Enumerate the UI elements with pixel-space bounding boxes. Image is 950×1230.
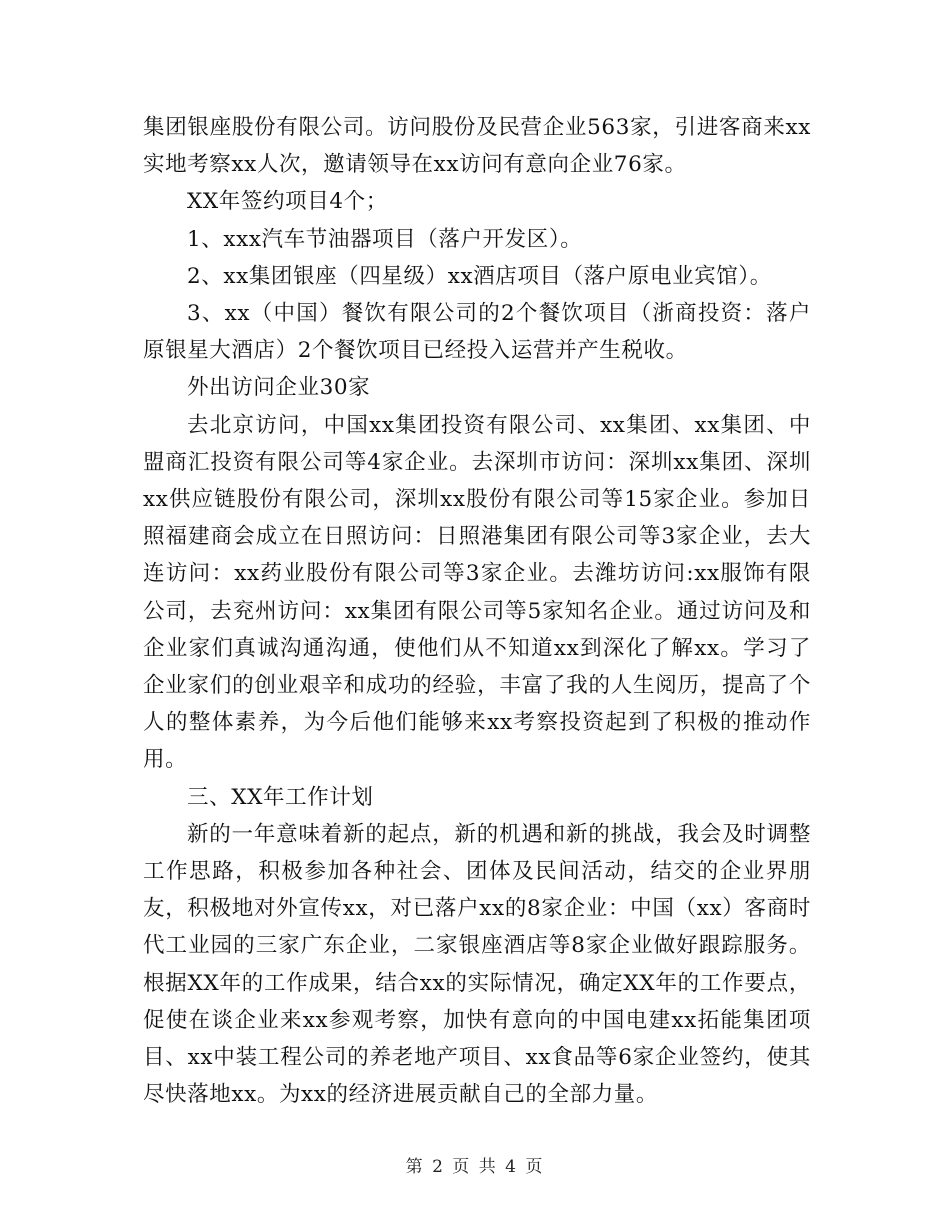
paragraph-visits-heading: 外出访问企业30家 xyxy=(187,375,371,401)
paragraph-signed-projects: XX年签约项目4个； xyxy=(187,189,388,215)
paragraph-project-3: 3、xx（中国）餐饮有限公司的2个餐饮项目（浙商投资：落户原银星大酒店）2个餐饮项目已经投入运营并产生税收。 xyxy=(143,301,811,364)
section-heading-work-plan: 三、XX年工作计划 xyxy=(187,784,374,810)
page-number-footer: 第 2 页 共 4 页 xyxy=(405,1157,545,1177)
paragraph-project-1: 1、xxx汽车节油器项目（落户开发区）。 xyxy=(187,226,583,252)
paragraph-project-2: 2、xx集团银座（四星级）xx酒店项目（落户原电业宾馆）。 xyxy=(187,263,772,289)
paragraph-continued: 集团银座股份有限公司。访问股份及民营企业563家，引进客商来xx实地考察xx人次，邀请领导在xx访问有意向企业76家。 xyxy=(143,115,811,178)
paragraph-work-plan: 新的一年意味着新的起点，新的机遇和新的挑战，我会及时调整工作思路，积极参加各种社会、团体及民间活动，结交的企业界朋友，积极地对外宣传xx，对已落户xx的8家企业：中国（xx）客商时代工业园的三家广东企业，二家银座酒店等8家企业做好跟踪服务。根据XX年的工作成果，结合xx的实际情况，确定XX年的工作要点，促使在谈企业来xx参观考察，加快有意向的中国电建xx拓能集团项目、xx中装工程公司的养老地产项目、xx食品等6家企业签约，使其尽快落地xx。为xx的经济进展贡献自己的全部力量。 xyxy=(143,821,811,1108)
document-body xyxy=(143,109,811,1113)
paragraph-visits-detail: 去北京访问，中国xx集团投资有限公司、xx集团、xx集团、中盟商汇投资有限公司等4家企业。去深圳市访问：深圳xx集团、深圳xx供应链股份有限公司，深圳xx股份有限公司等15家企业。参加日照福建商会成立在日照访问：日照港集团有限公司等3家企业，去大连访问：xx药业股份有限公司等3家企业。去潍坊访问:xx服饰有限公司，去兖州访问：xx集团有限公司等5家知名企业。通过访问及和企业家们真诚沟通沟通，使他们从不知道xx到深化了解xx。学习了企业家们的创业艰辛和成功的经验，丰富了我的人生阅历，提高了个人的整体素养，为今后他们能够来xx考察投资起到了积极的推动作用。 xyxy=(143,412,811,773)
